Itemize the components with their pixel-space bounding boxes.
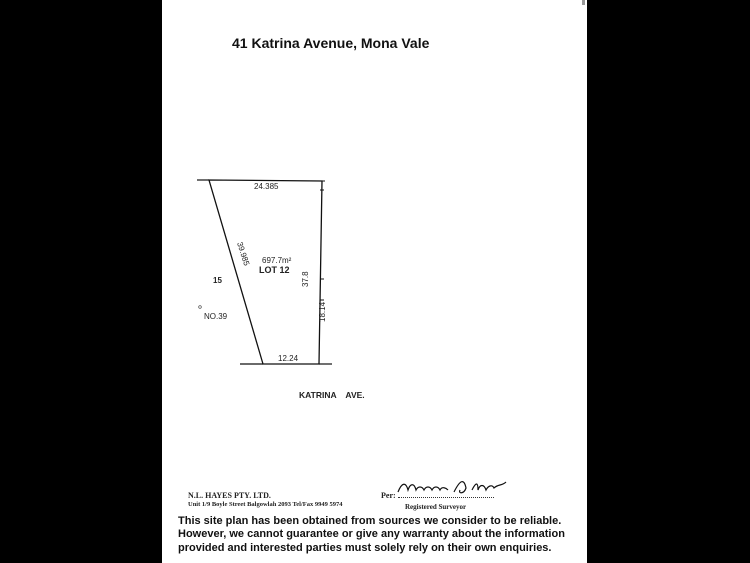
right-lower-dimension: 18.14	[318, 301, 327, 322]
lot-area: 697.7m²	[262, 256, 292, 265]
adjoining-house-number: NO.39	[204, 312, 228, 321]
surveyor-title: Registered Surveyor	[405, 503, 467, 511]
adjoining-marker	[199, 306, 202, 309]
company-name: N.L. HAYES PTY. LTD.	[188, 491, 271, 500]
bottom-boundary-dimension: 12.24	[278, 354, 299, 363]
page-title: 41 Katrina Avenue, Mona Vale	[232, 35, 430, 51]
company-address: Unit 1/9 Boyle Street Balgowlah 2093 Tel/Fax 9949 5974	[188, 501, 343, 508]
adjoining-lot-number: 15	[213, 276, 222, 285]
left-boundary-dimension: 39.985	[235, 240, 252, 267]
site-plan-sheet	[162, 0, 587, 563]
lot-number: LOT 12	[259, 265, 290, 275]
per-label: Per:	[381, 491, 396, 500]
disclaimer-text: This site plan has been obtained from sources we consider to be reliable. However, we cannot guarantee or give any warranty about the information provided and interested parties must solely rely on their own enquiries.	[178, 515, 565, 554]
signature-line	[398, 497, 494, 498]
lot-plan-diagram	[162, 0, 587, 563]
right-upper-dimension: 37.8	[301, 271, 310, 287]
top-boundary-dimension: 24.385	[254, 182, 279, 191]
street-name: KATRINA AVE.	[299, 390, 365, 400]
